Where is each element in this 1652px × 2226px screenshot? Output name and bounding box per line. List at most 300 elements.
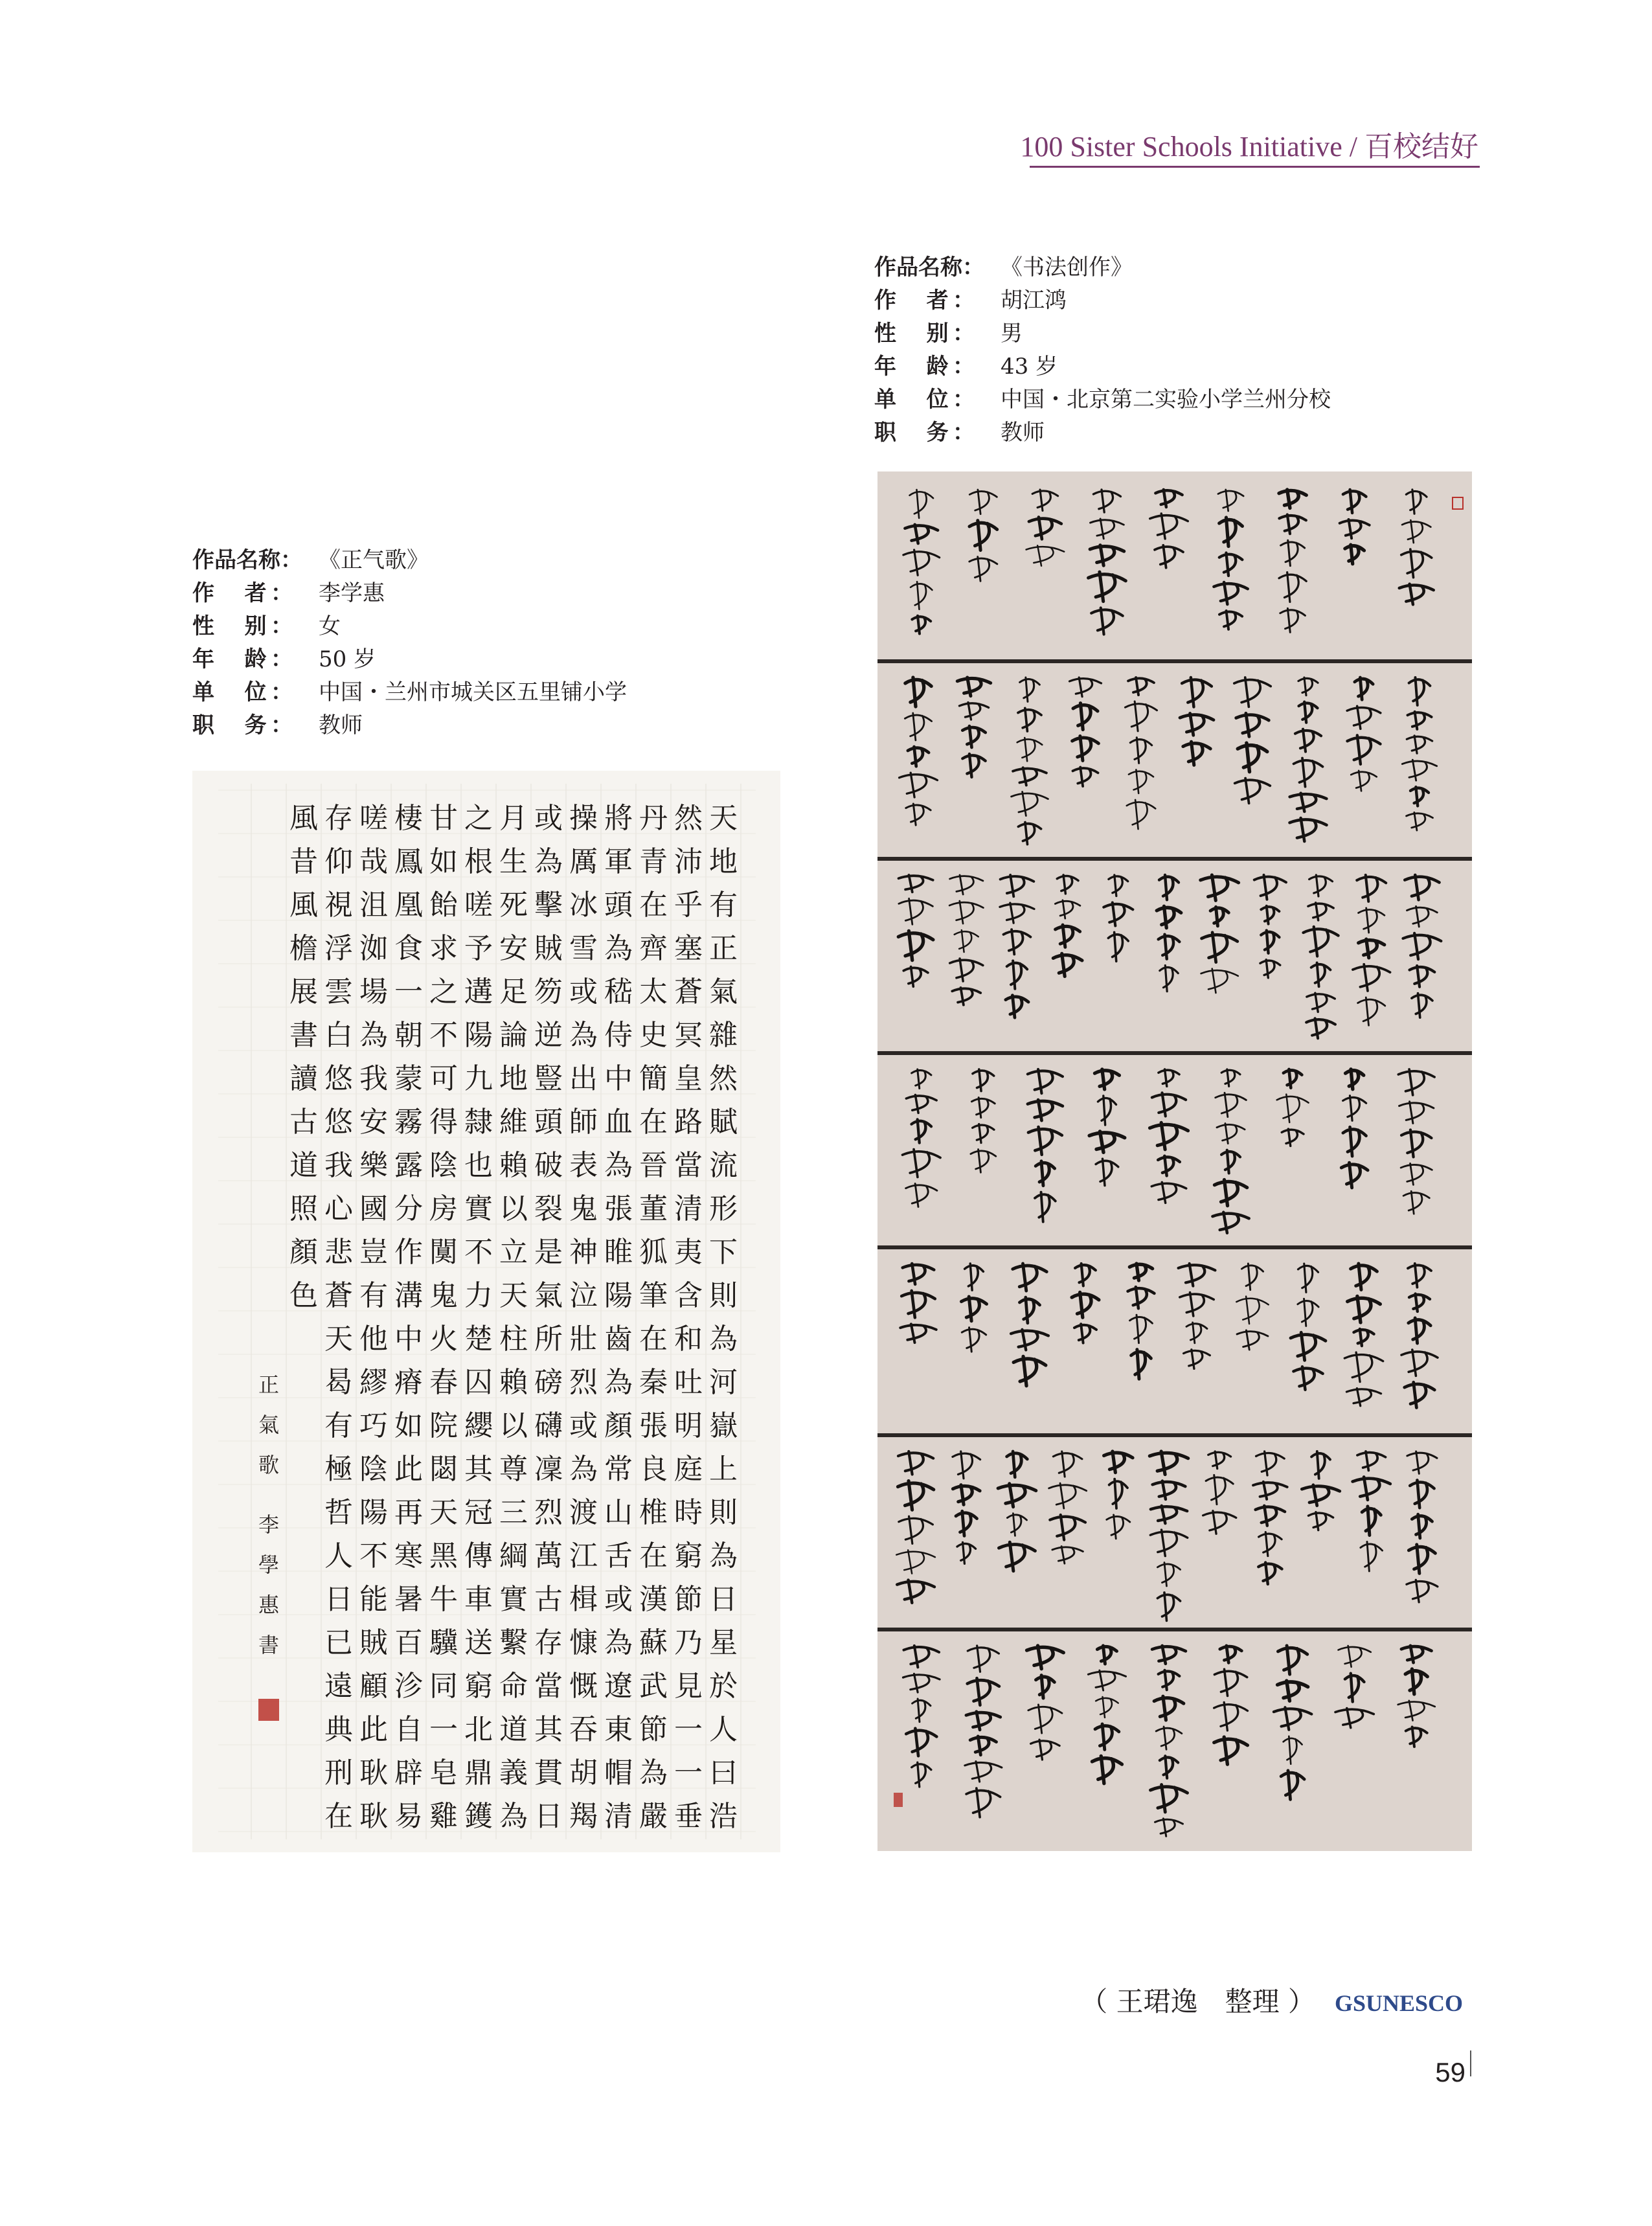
cursive-stroke: [1311, 1451, 1330, 1479]
cursive-stroke: [1150, 1530, 1187, 1556]
calligraphy-character: 安: [359, 1106, 388, 1139]
calligraphy-character: 鼎: [464, 1756, 493, 1789]
cursive-stroke: [1407, 1580, 1438, 1602]
red-seal: [258, 1699, 279, 1721]
calligraphy-character: 車: [464, 1583, 493, 1616]
age-row: [192, 643, 627, 676]
calligraphy-character: 維: [499, 1106, 528, 1139]
cursive-stroke: [903, 1674, 940, 1692]
calligraphy-character: 刑: [324, 1756, 353, 1789]
calligraphy-character: 或: [534, 802, 563, 835]
calligraphy-character: 悠: [324, 1106, 353, 1139]
cursive-stroke: [1130, 738, 1151, 764]
cursive-stroke: [1351, 1264, 1377, 1289]
cursive-stroke: [1007, 1514, 1026, 1536]
cursive-stroke: [1031, 1740, 1059, 1760]
cursive-stroke: [1151, 1506, 1187, 1523]
calligraphy-character: 賦: [709, 1106, 738, 1139]
cursive-stroke: [1401, 1130, 1431, 1157]
calligraphy-character: 我: [359, 1062, 388, 1095]
calligraphy-character: 安: [499, 932, 528, 965]
calligraphy-character: 血: [604, 1106, 633, 1139]
calligraphy-character: 齒: [604, 1323, 633, 1356]
cursive-stroke: [1150, 1122, 1188, 1149]
calligraphy-character: 雜: [709, 1019, 738, 1052]
calligraphy-character: 萬: [534, 1539, 563, 1573]
calligraphy-character: 形: [709, 1192, 738, 1225]
cursive-stroke: [1092, 1756, 1122, 1783]
unit-label: 单 位：: [192, 679, 293, 705]
cursive-stroke: [1186, 1323, 1207, 1343]
calligraphy-character: 風: [289, 889, 318, 922]
calligraphy-character: 路: [674, 1106, 703, 1139]
cursive-stroke: [1361, 1541, 1383, 1571]
cursive-stroke: [1019, 1297, 1039, 1323]
calligraphy-character: 易: [394, 1800, 423, 1833]
calligraphy-character: 也: [464, 1149, 493, 1182]
calligraphy-character: 同: [429, 1670, 458, 1703]
calligraphy-character: 閟: [429, 1453, 458, 1486]
unit-value: 中国・北京第二实验小学兰州分校: [1001, 387, 1331, 413]
calligraphy-character: 得: [429, 1106, 458, 1139]
calligraphy-character: 一: [674, 1756, 703, 1789]
calligraphy-character: 道: [289, 1149, 318, 1182]
cursive-stroke: [1131, 1350, 1151, 1379]
cursive-stroke: [1357, 1451, 1386, 1470]
credit-org: GSUNESCO: [1334, 1990, 1463, 2016]
cursive-stroke: [903, 1150, 941, 1177]
cursive-stroke: [1401, 549, 1432, 578]
calligraphy-character: 東: [604, 1713, 633, 1746]
calligraphy-character: 垂: [674, 1800, 703, 1833]
calligraphy-character: 泣: [569, 1279, 598, 1312]
cursive-stroke: [969, 490, 997, 514]
calligraphy-character: 山: [604, 1496, 633, 1529]
cursive-stroke: [906, 1729, 936, 1756]
calligraphy-panels: [877, 471, 1472, 1851]
cursive-stroke: [1157, 1563, 1180, 1586]
cursive-stroke: [905, 713, 931, 740]
cursive-stroke: [900, 773, 938, 797]
calligraphy-character: 古: [289, 1106, 318, 1139]
calligraphy-character: 太: [639, 975, 668, 1008]
calligraphy-character: 繆: [359, 1366, 388, 1399]
cursive-stroke: [1353, 1477, 1390, 1499]
cursive-stroke: [1018, 823, 1041, 845]
calligraphy-character: 壯: [569, 1323, 598, 1356]
cursive-stroke: [1258, 1563, 1282, 1584]
cursive-stroke: [911, 582, 932, 609]
cursive-stroke: [1091, 608, 1122, 635]
cursive-stroke: [1088, 1670, 1126, 1690]
calligraphy-character: 貫: [534, 1756, 563, 1789]
calligraphy-character: 陰: [359, 1453, 388, 1486]
work-title-value: 《书法创作》: [1001, 255, 1133, 280]
calligraphy-character: 洳: [359, 932, 388, 965]
cursive-stroke: [1035, 1161, 1054, 1186]
cursive-stroke: [1130, 1315, 1153, 1343]
calligraphy-character: 牛: [429, 1583, 458, 1616]
cursive-stroke: [1260, 960, 1280, 978]
cursive-stroke: [969, 521, 997, 551]
signature-character: 惠: [258, 1593, 280, 1617]
cursive-stroke: [1298, 677, 1318, 696]
calligraphy-character: 青: [639, 845, 668, 878]
panel-divider: [877, 1628, 1472, 1631]
calligraphy-character: 當: [674, 1149, 703, 1182]
calligraphy-character: 河: [709, 1366, 738, 1399]
cursive-stroke: [1347, 706, 1381, 729]
calligraphy-character: 顏: [604, 1409, 633, 1442]
calligraphy-character: 論: [499, 1019, 528, 1052]
cursive-stroke: [953, 1451, 980, 1479]
calligraphy-character: 所: [534, 1323, 563, 1356]
calligraphy-character: 作: [394, 1236, 423, 1269]
calligraphy-character: 有: [709, 889, 738, 922]
calligraphy-character: 其: [534, 1713, 563, 1746]
cursive-stroke: [1151, 1182, 1186, 1203]
cursive-stroke: [1072, 767, 1098, 786]
cursive-stroke: [1004, 929, 1031, 954]
entry-info-right: [874, 251, 1331, 449]
cursive-stroke: [906, 804, 931, 825]
calligraphy-character: 和: [674, 1323, 703, 1356]
position-row: [192, 709, 627, 742]
calligraphy-character: 已: [324, 1626, 353, 1659]
calligraphy-character: 棲: [394, 802, 423, 835]
calligraphy-character: 為: [604, 1149, 633, 1182]
cursive-stroke: [1093, 490, 1120, 512]
cursive-stroke: [953, 1485, 980, 1505]
cursive-stroke: [1159, 935, 1180, 959]
calligraphy-character: 暑: [394, 1583, 423, 1616]
calligraphy-character: 節: [639, 1713, 668, 1746]
calligraphy-character: 力: [464, 1279, 493, 1312]
panel-divider: [877, 1433, 1472, 1437]
cursive-stroke: [1399, 584, 1434, 605]
cursive-stroke: [967, 1646, 999, 1672]
cursive-stroke: [1053, 1451, 1082, 1477]
calligraphy-character: 為: [499, 1800, 528, 1833]
calligraphy-character: 樂: [359, 1149, 388, 1182]
calligraphy-character: 渡: [569, 1496, 598, 1529]
age-value: 50 岁: [319, 646, 376, 672]
calligraphy-character: 悲: [324, 1236, 353, 1269]
calligraphy-character: 能: [359, 1583, 388, 1616]
cursive-stroke: [1353, 964, 1390, 991]
calligraphy-character: 火: [429, 1323, 458, 1356]
calligraphy-character: 有: [359, 1279, 388, 1312]
calligraphy-character: 展: [289, 975, 318, 1008]
calligraphy-character: 有: [324, 1409, 353, 1442]
calligraphy-character: 表: [569, 1149, 598, 1182]
calligraphy-character: 沮: [359, 889, 388, 922]
calligraphy-character: 師: [569, 1106, 598, 1139]
cursive-stroke: [959, 703, 988, 720]
calligraphy-character: 哉: [359, 845, 388, 878]
calligraphy-character: 上: [709, 1453, 738, 1486]
red-seal: [894, 1793, 903, 1807]
cursive-stroke: [1410, 966, 1435, 987]
calligraphy-character: 囚: [464, 1366, 493, 1399]
calligraphy-character: 乎: [674, 889, 703, 922]
cursive-stroke: [1308, 1512, 1333, 1530]
gender-value: 男: [1001, 321, 1023, 346]
calligraphy-character: 國: [359, 1192, 388, 1225]
cursive-stroke: [1281, 540, 1305, 565]
calligraphy-character: 椎: [639, 1496, 668, 1529]
calligraphy-character: 下: [709, 1236, 738, 1269]
calligraphy-character: 足: [499, 975, 528, 1008]
cursive-stroke: [1157, 906, 1181, 927]
cursive-stroke: [1278, 1681, 1308, 1701]
calligraphy-character: 送: [464, 1626, 493, 1659]
cursive-stroke: [1091, 519, 1124, 539]
calligraphy-character: 豎: [534, 1062, 563, 1095]
calligraphy-character: 狐: [639, 1236, 668, 1269]
cursive-stroke: [1290, 793, 1327, 812]
calligraphy-character: 氣: [534, 1279, 563, 1312]
calligraphy-character: 食: [394, 932, 423, 965]
cursive-stroke: [1362, 1506, 1381, 1536]
calligraphy-character: 破: [534, 1149, 563, 1182]
cursive-stroke: [1020, 677, 1040, 701]
cursive-stroke: [1035, 1192, 1056, 1222]
work-title-row: [192, 544, 627, 577]
calligraphy-character: 飴: [429, 889, 458, 922]
cursive-stroke: [1206, 1475, 1233, 1505]
cursive-stroke: [1295, 729, 1321, 752]
cursive-stroke: [1050, 1515, 1085, 1540]
cursive-stroke: [1208, 1451, 1231, 1469]
calligraphy-character: 楚: [464, 1323, 493, 1356]
calligraphy-character: 此: [394, 1453, 423, 1486]
cursive-stroke: [1056, 925, 1080, 947]
calligraphy-character: 其: [464, 1453, 493, 1486]
calligraphy-character: 天: [429, 1496, 458, 1529]
calligraphy-character: 蒼: [674, 975, 703, 1008]
calligraphy-character: 典: [324, 1713, 353, 1746]
calligraphy-character: 出: [569, 1062, 598, 1095]
calligraphy-character: 軍: [604, 845, 633, 878]
calligraphy-character: 在: [639, 1106, 668, 1139]
cursive-stroke: [1096, 1159, 1118, 1185]
calligraphy-character: 則: [709, 1279, 738, 1312]
cursive-stroke: [1018, 708, 1041, 731]
calligraphy-character: 中: [394, 1323, 423, 1356]
calligraphy-character: 嗟: [464, 889, 493, 922]
cursive-stroke: [1212, 1212, 1249, 1233]
calligraphy-character: 笏: [534, 975, 563, 1008]
calligraphy-character: 為: [359, 1019, 388, 1052]
calligraphy-character: 頭: [604, 889, 633, 922]
calligraphy-character: 武: [639, 1670, 668, 1703]
cursive-stroke: [962, 1328, 986, 1352]
calligraphy-character: 沛: [674, 845, 703, 878]
calligraphy-character: 嵇: [604, 975, 633, 1008]
signature-character: 書: [258, 1633, 280, 1657]
cursive-stroke: [1409, 1294, 1430, 1312]
header-title: 100 Sister Schools Initiative / 百校结好: [1020, 131, 1478, 163]
cursive-stroke: [1109, 875, 1128, 896]
cursive-stroke: [1072, 736, 1099, 760]
cursive-stroke: [1412, 1514, 1432, 1538]
cursive-stroke: [1153, 1481, 1186, 1499]
cursive-stroke: [897, 1580, 934, 1603]
cursive-stroke: [1298, 1264, 1318, 1292]
calligraphy-character: 烈: [534, 1496, 563, 1529]
cursive-stroke: [1098, 1096, 1116, 1125]
calligraphy-character: 為: [604, 1366, 633, 1399]
cursive-stroke: [1028, 1069, 1063, 1093]
cursive-stroke: [1214, 1737, 1248, 1764]
calligraphy-character: 黑: [429, 1539, 458, 1573]
cursive-stroke: [1012, 791, 1048, 815]
calligraphy-character: 含: [674, 1279, 703, 1312]
cursive-stroke: [1159, 1670, 1180, 1690]
calligraphy-character: 尊: [499, 1453, 528, 1486]
cursive-stroke: [1179, 1264, 1216, 1286]
calligraphy-character: 日: [324, 1583, 353, 1616]
signature-character: 正: [258, 1372, 280, 1397]
calligraphy-character: 之: [464, 802, 493, 835]
cursive-stroke: [1398, 1069, 1434, 1095]
calligraphy-character: 豈: [359, 1236, 388, 1269]
calligraphy-character: 齊: [639, 932, 668, 965]
cursive-stroke: [1097, 1646, 1116, 1664]
cursive-stroke: [1214, 1669, 1247, 1696]
calligraphy-character: 或: [569, 975, 598, 1008]
calligraphy-character: 嶽: [709, 1409, 738, 1442]
calligraphy-character: 冰: [569, 889, 598, 922]
author-label: 作 者：: [874, 288, 975, 313]
calligraphy-character: 檐: [289, 932, 318, 965]
credit-text: （ 王珺逸 整理 ）: [1080, 1986, 1315, 2017]
cursive-stroke: [1220, 1646, 1241, 1663]
calligraphy-character: 以: [499, 1192, 528, 1225]
cursive-stroke: [1341, 1163, 1368, 1188]
cursive-stroke: [1281, 1771, 1304, 1800]
author-row: [192, 577, 627, 610]
cursive-stroke: [1309, 875, 1333, 896]
calligraphy-character: 可: [429, 1062, 458, 1095]
cursive-stroke: [1182, 677, 1212, 707]
calligraphy-character: 我: [324, 1149, 353, 1182]
calligraphy-character: 沴: [394, 1670, 423, 1703]
calligraphy-character: 陽: [359, 1496, 388, 1529]
cursive-stroke: [1306, 1018, 1335, 1038]
calligraphy-character: 蒼: [324, 1279, 353, 1312]
calligraphy-character: 當: [534, 1670, 563, 1703]
calligraphy-character: 天: [324, 1323, 353, 1356]
calligraphy-character: 讀: [289, 1062, 318, 1095]
cursive-stroke: [1235, 778, 1271, 804]
cursive-stroke: [1160, 966, 1178, 992]
cursive-stroke: [1307, 993, 1335, 1012]
cursive-stroke: [1155, 545, 1183, 568]
calligraphy-character: 露: [394, 1149, 423, 1182]
cursive-stroke: [1152, 1646, 1186, 1664]
calligraphy-character: 雞: [429, 1800, 458, 1833]
calligraphy-character: 隸: [464, 1106, 493, 1139]
cursive-stroke: [1221, 1150, 1240, 1174]
cursive-stroke: [1201, 875, 1239, 900]
calligraphy-character: 月: [499, 802, 528, 835]
cursive-stroke: [1202, 933, 1238, 962]
cursive-stroke: [1403, 1191, 1429, 1214]
work-title-value: 《正气歌》: [319, 547, 429, 573]
cursive-stroke: [1402, 760, 1436, 780]
cursive-stroke: [1410, 1480, 1434, 1508]
cursive-stroke: [1219, 553, 1243, 576]
cursive-stroke: [910, 490, 933, 518]
age-value: 43 岁: [1001, 354, 1058, 380]
cursive-stroke: [1293, 1367, 1322, 1389]
calligraphy-character: 擊: [534, 889, 563, 922]
cursive-stroke: [1402, 520, 1431, 543]
calligraphy-character: 如: [394, 1409, 423, 1442]
cursive-stroke: [999, 1542, 1035, 1571]
calligraphy-character: 良: [639, 1453, 668, 1486]
cursive-stroke: [1343, 1096, 1366, 1120]
cursive-stroke: [1277, 1095, 1309, 1122]
calligraphy-character: 遠: [324, 1670, 353, 1703]
cursive-stroke: [1407, 906, 1438, 927]
calligraphy-character: 古: [534, 1583, 563, 1616]
cursive-stroke: [899, 898, 933, 924]
calligraphy-character: 為: [709, 1323, 738, 1356]
calligraphy-character: 見: [674, 1670, 703, 1703]
calligraphy-character: 自: [394, 1713, 423, 1746]
cursive-stroke: [1261, 906, 1279, 924]
cursive-stroke: [957, 1542, 976, 1563]
cursive-stroke: [906, 1095, 936, 1113]
cursive-stroke: [1214, 582, 1247, 604]
cursive-stroke: [1311, 962, 1331, 986]
cursive-stroke: [1074, 1324, 1096, 1343]
cursive-stroke: [1055, 900, 1080, 918]
cursive-stroke: [903, 1264, 934, 1284]
cursive-stroke: [1345, 545, 1364, 564]
cursive-stroke: [1399, 1102, 1434, 1124]
calligraphy-character: 陽: [604, 1279, 633, 1312]
calligraphy-character: 為: [709, 1539, 738, 1573]
cursive-stroke: [1407, 812, 1433, 830]
calligraphy-character: 明: [674, 1409, 703, 1442]
cursive-stroke: [1256, 1451, 1285, 1475]
cursive-stroke: [1403, 933, 1442, 959]
cursive-stroke: [1409, 1545, 1435, 1573]
calligraphy-character: 史: [639, 1019, 668, 1052]
calligraphy-character: 顧: [359, 1670, 388, 1703]
red-seal: [1453, 497, 1463, 509]
calligraphy-character: 實: [464, 1192, 493, 1225]
calligraphy-character: 分: [394, 1192, 423, 1225]
cursive-stroke: [1184, 1350, 1210, 1369]
cursive-stroke: [1157, 1593, 1180, 1620]
calligraphy-character: 簡: [639, 1062, 668, 1095]
cursive-stroke: [908, 747, 929, 766]
author-row: [874, 284, 1331, 317]
cursive-stroke: [969, 557, 997, 582]
calligraphy-character: 冥: [674, 1019, 703, 1052]
unit-value: 中国・兰州市城关区五里铺小学: [319, 679, 627, 705]
calligraphy-character: 為: [569, 1019, 598, 1052]
cursive-stroke: [1261, 931, 1279, 953]
calligraphy-character: 吐: [674, 1366, 703, 1399]
calligraphy-character: 春: [429, 1366, 458, 1399]
calligraphy-character: 在: [639, 1539, 668, 1573]
